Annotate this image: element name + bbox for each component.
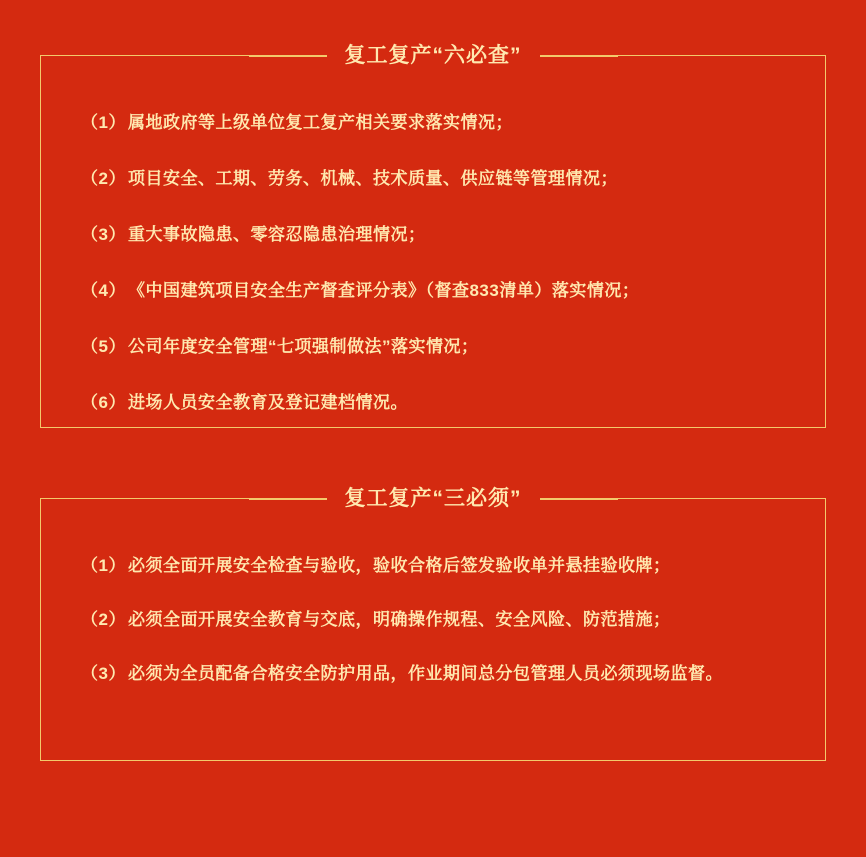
list-item [81,110,785,136]
title-rule-left [249,499,327,500]
list-item [81,166,785,192]
list-item-number: （1） [81,556,126,575]
list-item-text: 《中国建筑项目安全生产督查评分表》（督查833清单）落实情况； [127,281,640,300]
list-item-text: 进场人员安全教育及登记建档情况。 [127,393,408,412]
list-item [81,334,785,360]
list-item-number: （2） [81,169,126,188]
poster-page [0,44,866,857]
list-item-number: （2） [81,610,126,629]
list-item-text: 必须全面开展安全教育与交底，明确操作规程、安全风险、防范措施； [127,610,671,629]
list-item-number: （3） [81,664,126,683]
list-item-text: 必须全面开展安全检查与验收，验收合格后签发验收单并悬挂验收牌； [127,556,671,575]
list-item-number: （5） [81,337,126,356]
list-item-number: （6） [81,393,126,412]
list-item-text: 公司年度安全管理“七项强制做法”落实情况； [127,337,479,356]
title-rule-right [540,56,618,57]
section-title-bar [41,484,825,514]
list-item [81,390,785,416]
list-item [81,222,785,248]
list-item [81,607,785,633]
section-title: 复工复产“三必须” [327,484,540,514]
list-item [81,278,785,304]
title-rule-right [540,499,618,500]
section-six-checks [40,44,826,428]
list-item-number: （1） [81,113,126,132]
list-item-text: 必须为全员配备合格安全防护用品，作业期间总分包管理人员必须现场监督。 [127,664,723,683]
list-item [81,661,785,687]
section-title: 复工复产“六必查” [327,41,540,71]
section-three-musts [40,487,826,761]
checklist-three [81,553,785,687]
list-item-text: 重大事故隐患、零容忍隐患治理情况； [127,225,426,244]
list-item-number: （4） [81,281,126,300]
list-item-text: 属地政府等上级单位复工复产相关要求落实情况； [127,113,513,132]
title-rule-left [249,56,327,57]
list-item-text: 项目安全、工期、劳务、机械、技术质量、供应链等管理情况； [127,169,618,188]
section-title-bar [41,41,825,71]
checklist-six [81,110,785,416]
list-item [81,553,785,579]
list-item-number: （3） [81,225,126,244]
